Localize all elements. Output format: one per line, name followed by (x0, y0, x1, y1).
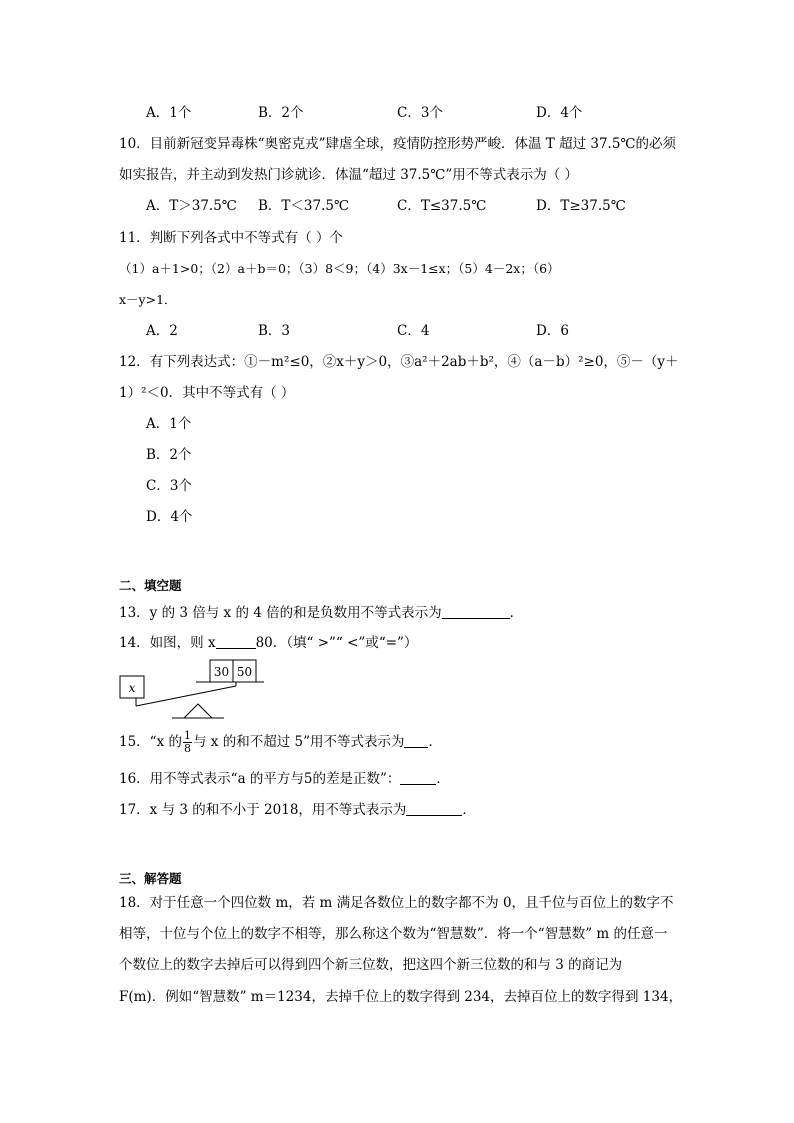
q11-option-c: C．4 (397, 323, 430, 339)
q18-line-1: 18．对于任意一个四位数 m，若 m 满足各数位上的数字都不为 0，且千位与百位上的数字不 (119, 895, 674, 911)
q15-fraction (183, 730, 192, 755)
q15-text-a: 15．“x 的 (119, 734, 182, 750)
q10-option-d: D．T≥37.5℃ (536, 198, 626, 214)
q15-answer-blank[interactable] (404, 733, 428, 748)
section-answer-title: 三、解答题 (119, 871, 182, 886)
balance-beam (136, 686, 236, 706)
q12-option-c: C．3个 (146, 478, 192, 494)
q12-option-b: B．2个 (146, 447, 192, 463)
q11-line-3: x－y>1． (119, 292, 177, 307)
q12-line-1: 12．有下列表达式：①－m²≤0，②x＋y＞0，③a²＋2ab＋b²，④（a－b）²≥0，⑤－（y＋ (119, 354, 679, 370)
q9-option-b: B．2个 (258, 105, 304, 121)
q17 (119, 801, 476, 819)
q11-option-b: B．3 (258, 323, 291, 339)
q14 (119, 634, 417, 652)
q16-period: ． (436, 771, 450, 787)
q14-answer-blank[interactable] (216, 634, 256, 649)
q11-option-a: A．2 (146, 323, 178, 339)
q17-answer-blank[interactable] (406, 801, 462, 816)
q16-answer-blank[interactable] (400, 770, 436, 785)
q18-line-2: 相等，十位与个位上的数字不相等，那么称这个数为“智慧数”．将一个“智慧数” m 的任意一 (119, 926, 668, 942)
section-fill-in-title: 二、填空题 (119, 578, 182, 593)
q12-option-d: D．4个 (146, 509, 193, 525)
q18-line-3: 个数位上的数字去掉后可以得到四个新三位数，把这四个新三位数的和与 3 的商记为 (119, 957, 623, 973)
q15-frac-denominator: 8 (184, 742, 191, 755)
q10-line-2: 如实报告，并主动到发热门诊就诊．体温“超过 37.5℃”用不等式表示为（ ） (119, 167, 579, 183)
q16 (119, 770, 450, 788)
balance-left-label: x (128, 681, 136, 695)
q13 (119, 604, 523, 622)
q17-text: 17．x 与 3 的和不小于 2018，用不等式表示为 (119, 802, 407, 818)
q12-option-a: A．1个 (146, 416, 192, 432)
q13-answer-blank[interactable] (442, 604, 510, 619)
q13-period: ． (509, 605, 524, 621)
q9-option-c: C．3个 (397, 105, 443, 121)
q9-option-d: D．4个 (536, 105, 583, 121)
q15 (119, 728, 442, 756)
balance-fulcrum (184, 704, 212, 718)
q10-option-c: C．T≤37.5℃ (397, 198, 487, 214)
q10-line-1: 10．目前新冠变异毒株“奥密克戎”肆虐全球，疫情防控形势严峻．体温 T 超过 37.5℃的必须 (119, 136, 677, 152)
q10-option-b: B．T＜37.5℃ (258, 198, 350, 214)
q9-option-a: A．1个 (146, 105, 192, 121)
q17-period: ． (462, 802, 476, 818)
q18-line-4: F(m)．例如“智慧数” m＝1234，去掉千位上的数字得到 234，去掉百位上的数字得到 134， (119, 989, 683, 1005)
balance-right-label-b: 50 (236, 665, 253, 679)
q14-balance-figure (116, 654, 268, 720)
q16-text: 16．用不等式表示“a 的平方与5的差是正数”： (119, 771, 401, 787)
q10-option-a: A．T＞37.5℃ (146, 198, 237, 214)
q11-line-2: （1）a＋1>0；（2）a＋b＝0；（3）8＜9；（4）3x－1≤x；（5）4－2x；（6） (119, 261, 560, 276)
q14-text-b: 80．（填“ >”“ <”或“=”） (255, 635, 418, 651)
q11-line-1: 11．判断下列各式中不等式有（ ）个 (119, 230, 343, 246)
q14-text-a: 14．如图，则 x (119, 635, 216, 651)
balance-right-label-a: 30 (213, 665, 230, 679)
q15-text-b: 与 x 的和不超过 5”用不等式表示为 (193, 734, 405, 750)
q11-option-d: D．6 (536, 323, 569, 339)
q13-text: 13．y 的 3 倍与 x 的 4 倍的和是负数用不等式表示为 (119, 605, 442, 621)
q15-frac-numerator: 1 (184, 729, 191, 742)
q12-line-2: 1）²＜0．其中不等式有（ ） (119, 385, 295, 401)
q15-period: ． (428, 734, 442, 750)
